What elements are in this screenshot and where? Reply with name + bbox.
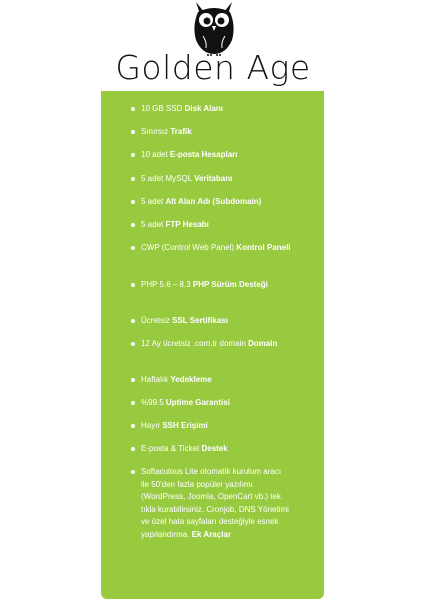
feature-text: 12 Ay ücretsiz .com.tr domain [141, 339, 249, 348]
feature-text: PHP 5.6 – 8.3 [141, 280, 193, 289]
feature-highlight: Yedekleme [170, 375, 212, 384]
bullet-icon [131, 319, 135, 323]
brand-name: Golden Age [115, 48, 311, 87]
feature-highlight: E-posta Hesapları [169, 150, 238, 159]
feature-highlight: Alt Alan Adı (Subdomain) [165, 197, 262, 206]
feature-text: CWP (Control Web Panel) [141, 243, 237, 252]
feature-text: 5 adet [141, 220, 166, 229]
feature-highlight: SSH Erişimi [162, 421, 208, 430]
feature-item [141, 443, 291, 456]
bullet-icon [131, 223, 135, 227]
feature-highlight: Kontrol Paneli [236, 243, 291, 252]
feature-highlight: FTP Hesabı [165, 220, 209, 229]
feature-text: 10 GB SSD [141, 104, 185, 113]
bullet-icon [131, 283, 135, 287]
bullet-icon [131, 177, 135, 181]
bullet-icon [131, 153, 135, 157]
feature-text: 5 adet [141, 197, 166, 206]
feature-highlight: Disk Alanı [184, 104, 223, 113]
feature-text: Hayır [141, 421, 163, 430]
feature-text: Sınırsız [141, 127, 171, 136]
feature-highlight: Uptime Garantisi [165, 398, 230, 407]
feature-highlight: Ek Araçlar [191, 529, 231, 539]
feature-text: %99.5 [141, 398, 166, 407]
bullet-icon [131, 470, 135, 474]
feature-item [141, 173, 291, 186]
feature-highlight: Trafik [170, 127, 192, 136]
bullet-icon [131, 200, 135, 204]
feature-item [141, 279, 291, 292]
feature-item [141, 466, 291, 541]
bullet-icon [131, 447, 135, 451]
feature-highlight: Veritabanı [194, 174, 233, 183]
bullet-icon [131, 107, 135, 111]
feature-item [141, 420, 291, 433]
feature-highlight: Destek [201, 444, 228, 453]
feature-text: E-posta & Ticket [141, 444, 202, 453]
bullet-icon [131, 130, 135, 134]
bullet-icon [131, 342, 135, 346]
bullet-icon [131, 424, 135, 428]
feature-highlight: PHP Sürüm Desteği [192, 280, 268, 289]
feature-text: 5 adet MySQL [141, 174, 195, 183]
bullet-icon [131, 378, 135, 382]
logo[interactable] [0, 0, 424, 92]
plan-card [101, 91, 324, 599]
feature-text: Ücretsiz [141, 316, 173, 325]
feature-item [141, 126, 291, 139]
feature-text: 10 adet [141, 150, 170, 159]
feature-item [141, 315, 291, 328]
feature-text: Haftalık [141, 375, 171, 384]
feature-text: Softaculous Lite otomatik kurulum aracı ile 50'den fazla popüler yazılımı (WordPress, Joomla, OpenCart vb.) tek tıkla kurabilirsiniz. Cronjob, DNS Yönetimi ve özel hata sayfaları desteğiyle esnek yapılandırma. [141, 467, 289, 539]
feature-item [141, 338, 291, 351]
feature-item [141, 219, 291, 232]
feature-item [141, 374, 291, 387]
bullet-icon [131, 246, 135, 250]
feature-item [141, 149, 291, 162]
feature-item [141, 196, 291, 209]
feature-item [141, 242, 291, 255]
feature-item [141, 103, 291, 116]
feature-highlight: Domain [248, 339, 278, 348]
feature-item [141, 397, 291, 410]
bullet-icon [131, 401, 135, 405]
feature-highlight: SSL Sertifikası [172, 316, 229, 325]
